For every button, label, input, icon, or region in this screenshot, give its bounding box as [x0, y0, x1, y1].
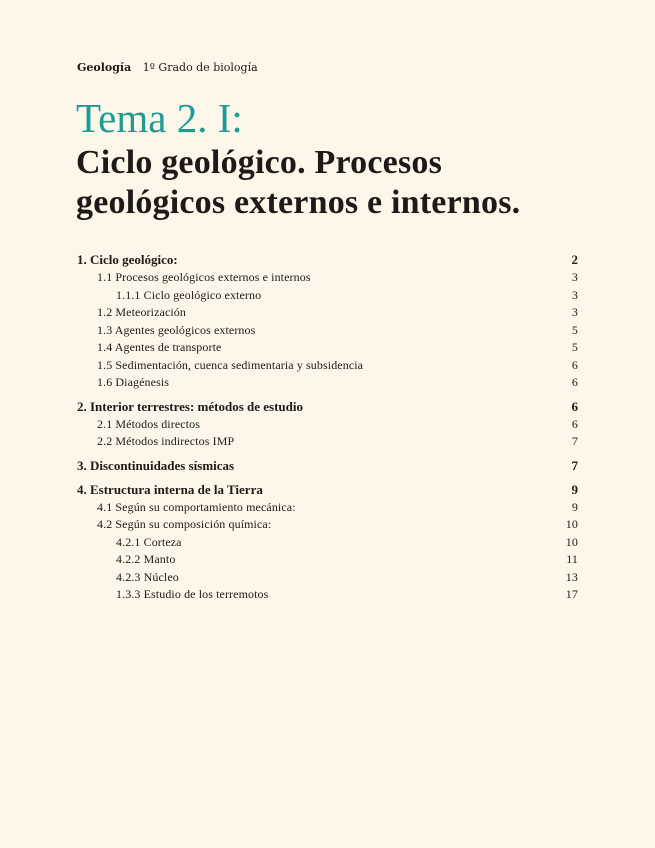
toc-entry-page: 5 [571, 322, 578, 337]
main-title-line-2: geológicos externos e internos. [76, 184, 521, 221]
main-title [76, 143, 520, 223]
toc-entry-label: 1.1 Procesos geológicos externos e internos [97, 270, 311, 284]
toc-entry[interactable] [77, 270, 578, 288]
toc-entry[interactable] [77, 535, 578, 553]
toc-entry-label: 1.4 Agentes de transporte [97, 340, 222, 354]
toc-entry-page: 3 [571, 305, 578, 319]
topic-title: Tema 2. I: [76, 95, 243, 141]
toc-entry-page: 13 [565, 569, 578, 584]
toc-entry-label: 1.5 Sedimentación, cuenca sedimentaria y subsidencia [97, 357, 364, 372]
header-course: 1º Grado de biología [142, 61, 258, 74]
toc-entry-page: 6 [571, 398, 578, 414]
toc-entry-label: 1.3 Agentes geológicos externos [97, 322, 256, 337]
toc-entry[interactable] [77, 288, 578, 306]
toc-entry-label: 4.2.3 Núcleo [116, 569, 179, 584]
table-of-contents [77, 252, 578, 605]
toc-entry-page: 3 [571, 270, 578, 284]
toc-entry[interactable] [77, 358, 578, 376]
main-title-line-1: Ciclo geológico. Procesos [76, 144, 443, 181]
toc-entry-label: 1.2 Meteorización [97, 305, 186, 319]
toc-entry[interactable] [77, 340, 578, 358]
toc-entry[interactable] [77, 323, 578, 341]
toc-entry[interactable] [77, 587, 578, 605]
toc-entry-page: 9 [571, 481, 578, 497]
toc-entry-page: 6 [571, 357, 578, 372]
toc-entry-label: 4.2 Según su composición química: [97, 517, 272, 531]
toc-entry-label: 4.1 Según su comportamiento mecánica: [97, 499, 296, 514]
toc-entry[interactable] [77, 417, 578, 435]
toc-entry-label: 1.3.3 Estudio de los terremotos [116, 587, 269, 601]
toc-entry-label: 1.1.1 Ciclo geológico externo [116, 287, 262, 302]
toc-section[interactable] [77, 458, 578, 476]
toc-entry-page: 7 [571, 457, 578, 473]
toc-entry-label: 2. Interior terrestres: métodos de estudio [77, 398, 304, 414]
toc-entry-label: 3. Discontinuidades sísmicas [77, 457, 235, 473]
toc-entry-page: 7 [571, 434, 578, 448]
toc-entry[interactable] [77, 434, 578, 452]
toc-entry[interactable] [77, 305, 578, 323]
toc-entry-page: 2 [571, 252, 578, 267]
toc-section[interactable] [77, 399, 578, 417]
toc-entry-page: 9 [571, 499, 578, 514]
toc-entry[interactable] [77, 375, 578, 393]
toc-entry-label: 4.2.1 Corteza [116, 534, 182, 549]
toc-entry-page: 11 [566, 552, 578, 566]
toc-entry-page: 5 [571, 340, 578, 354]
header-subject: Geología [77, 61, 132, 74]
toc-entry-label: 2.1 Métodos directos [97, 416, 200, 431]
toc-entry[interactable] [77, 552, 578, 570]
toc-entry-page: 6 [571, 375, 578, 389]
toc-entry[interactable] [77, 517, 578, 535]
toc-entry-page: 6 [571, 416, 578, 431]
toc-entry-page: 17 [565, 587, 578, 601]
toc-entry[interactable] [77, 570, 578, 588]
toc-entry[interactable] [77, 500, 578, 518]
toc-entry-label: 2.2 Métodos indirectos IMP [97, 434, 235, 448]
page-header [77, 61, 258, 75]
toc-entry-page: 10 [565, 534, 578, 549]
toc-entry-label: 1. Ciclo geológico: [77, 252, 178, 267]
toc-entry-page: 3 [571, 287, 578, 302]
toc-section[interactable] [77, 482, 578, 500]
toc-entry-label: 1.6 Diagénesis [97, 375, 170, 389]
toc-entry-page: 10 [565, 517, 578, 531]
toc-section[interactable] [77, 252, 578, 270]
toc-entry-label: 4.2.2 Manto [116, 552, 176, 566]
toc-entry-label: 4. Estructura interna de la Tierra [77, 481, 263, 497]
